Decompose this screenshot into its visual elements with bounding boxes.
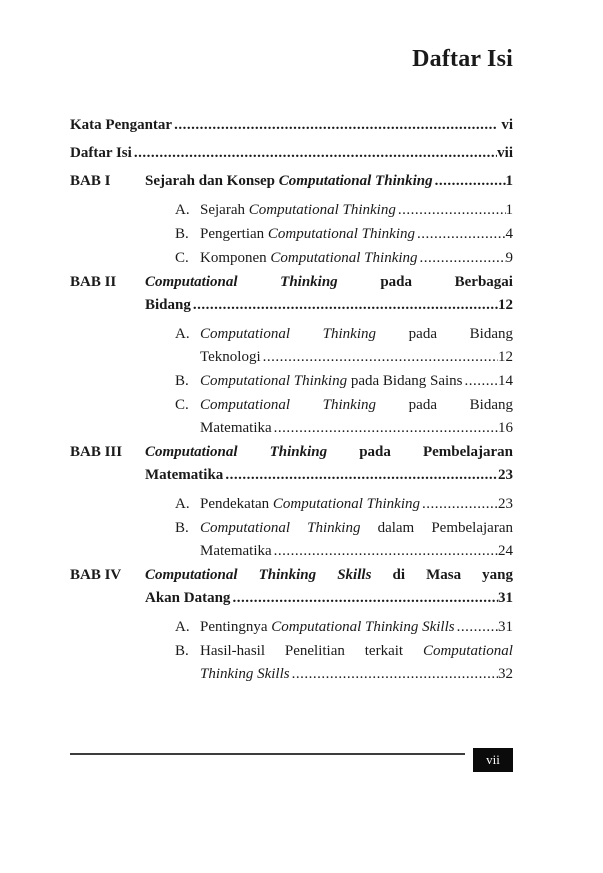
toc-entry-sub	[70, 199, 513, 222]
chapter-title	[145, 271, 513, 317]
text-segment: Matematika	[200, 420, 272, 436]
text-word: yang	[482, 567, 513, 583]
toc-entry-chapter	[70, 441, 513, 563]
toc-entry-text	[200, 346, 261, 369]
text-segment: Sejarah dan Konsep	[145, 173, 279, 189]
dot-leader	[193, 294, 498, 317]
toc-entry-sub	[70, 616, 513, 639]
text-word: Bidang	[469, 326, 513, 342]
text-segment: Teknologi	[200, 349, 261, 365]
text-segment: Computational Thinking	[270, 250, 418, 266]
toc-entry-chapter	[70, 170, 513, 270]
text-word: Thinking	[322, 397, 377, 413]
toc-entry-front	[70, 142, 513, 165]
sub-item-letter: A.	[175, 619, 190, 635]
sub-item-letter: C.	[175, 397, 189, 413]
toc-page-number: 9	[505, 250, 513, 266]
chapter-heading-row	[70, 170, 513, 193]
text-word: Computational	[422, 643, 513, 659]
text-word: Berbagai	[454, 274, 513, 290]
toc-line-justified	[145, 441, 513, 464]
toc-page-number: 32	[498, 666, 513, 682]
toc-line-justified	[145, 271, 513, 294]
text-word: Pembelajaran	[431, 520, 513, 536]
chapter-label: BAB IV	[70, 567, 122, 583]
toc-page-number: 14	[498, 373, 513, 389]
text-word: Skills	[337, 567, 372, 583]
dot-leader	[422, 493, 498, 516]
text-word: Computational	[200, 520, 291, 536]
toc-page-number: 24	[498, 543, 513, 559]
chapter-label: BAB I	[70, 173, 111, 189]
text-segment: Thinking Skills	[200, 666, 290, 682]
text-word: Thinking	[258, 567, 317, 583]
chapter-label: BAB II	[70, 274, 117, 290]
text-segment: Computational Thinking Skills	[271, 619, 455, 635]
toc-page-number: 1	[505, 202, 513, 218]
text-segment: Sejarah	[200, 202, 249, 218]
dot-leader	[174, 114, 496, 137]
text-word: Masa	[426, 567, 462, 583]
toc-line-justified	[200, 394, 513, 417]
toc-line	[200, 247, 513, 270]
sub-item-letter: B.	[175, 226, 189, 242]
chapter-title	[145, 170, 513, 193]
dot-leader	[274, 417, 498, 440]
sub-item-letter: A.	[175, 326, 190, 342]
toc-entry-sub	[70, 394, 513, 440]
sub-item-letter: A.	[175, 496, 190, 512]
chapter-title	[145, 441, 513, 487]
dot-leader	[457, 616, 498, 639]
text-word: pada	[408, 326, 437, 342]
sub-item-text	[200, 247, 513, 270]
toc-line-justified	[200, 640, 513, 663]
chapter-title	[145, 564, 513, 610]
toc-line	[145, 294, 513, 317]
text-segment: Computational Thinking	[248, 202, 396, 218]
text-word: Pembelajaran	[422, 444, 513, 460]
page-number-badge: vii	[473, 748, 513, 772]
page-title: Daftar Isi	[412, 46, 513, 72]
sub-item-text	[200, 394, 513, 440]
chapter-label: BAB III	[70, 444, 123, 460]
toc-entry-text	[200, 223, 415, 246]
text-word: pada	[380, 274, 412, 290]
toc-entry-text	[200, 616, 455, 639]
toc-entry-sub	[70, 247, 513, 270]
text-segment: Computational Thinking	[272, 496, 420, 512]
sub-item-text	[200, 640, 513, 686]
text-word: Penelitian	[284, 643, 345, 659]
toc-entry-chapter	[70, 564, 513, 686]
dot-leader	[225, 464, 498, 487]
text-segment: Komponen	[200, 250, 271, 266]
dot-leader	[134, 142, 497, 165]
text-word: Hasil-hasil	[200, 643, 265, 659]
text-word: Computational	[200, 397, 291, 413]
toc-line-justified	[200, 323, 513, 346]
sub-item-letter: B.	[175, 373, 189, 389]
toc-entry-sub	[70, 323, 513, 369]
toc-line	[145, 464, 513, 487]
toc-line	[145, 587, 513, 610]
toc-entry-text	[145, 464, 223, 487]
toc-page-number: 16	[498, 420, 513, 436]
toc-line	[200, 346, 513, 369]
toc-line	[145, 170, 513, 193]
toc-page-number: 1	[505, 173, 513, 189]
dot-leader	[274, 540, 498, 563]
toc-entry-text	[145, 587, 230, 610]
toc-entry-text	[200, 417, 272, 440]
text-word: di	[392, 567, 405, 583]
toc-entry-sub	[70, 493, 513, 516]
text-segment: Pengertian	[200, 226, 268, 242]
toc-entry-front	[70, 114, 513, 137]
toc-entry-text	[200, 247, 418, 270]
dot-leader	[292, 663, 498, 686]
text-word: Thinking	[307, 520, 361, 536]
sub-item-text	[200, 199, 513, 222]
toc-entry-text	[145, 294, 191, 317]
text-segment: pada Bidang Sains	[347, 373, 463, 389]
text-segment: Pendekatan	[200, 496, 273, 512]
sub-item-text	[200, 223, 513, 246]
dot-leader	[465, 370, 499, 393]
text-word: Thinking	[269, 444, 328, 460]
chapter-heading-row	[70, 271, 513, 317]
toc-entry-text	[200, 663, 290, 686]
toc-entry-text	[200, 493, 420, 516]
text-segment: Computational Thinking	[267, 226, 415, 242]
toc-line	[200, 616, 513, 639]
toc-line	[70, 142, 513, 165]
toc-line	[200, 223, 513, 246]
toc-entry-chapter	[70, 271, 513, 440]
text-word: terkait	[364, 643, 404, 659]
sub-item-text	[200, 493, 513, 516]
toc-page-number: 23	[498, 467, 513, 483]
toc-page-number: 12	[498, 297, 513, 313]
text-word: pada	[359, 444, 391, 460]
text-segment: Akan Datang	[145, 590, 231, 606]
text-word: Computational	[145, 444, 238, 460]
toc-entry-text	[200, 199, 396, 222]
toc-line	[200, 199, 513, 222]
text-segment: Kata Pengantar	[70, 117, 173, 133]
text-segment: Bidang	[145, 297, 191, 313]
text-segment: Computational Thinking	[278, 173, 433, 189]
text-word: Thinking	[322, 326, 377, 342]
toc-line	[200, 493, 513, 516]
toc-page-number: vi	[501, 117, 513, 133]
text-segment: Matematika	[145, 467, 224, 483]
toc-line-justified	[200, 517, 513, 540]
chapter-heading-row	[70, 564, 513, 610]
text-segment: Computational Thinking	[200, 373, 348, 389]
page-footer	[70, 748, 513, 772]
dot-leader	[435, 170, 506, 193]
text-word: Computational	[145, 274, 238, 290]
text-segment: Pentingnya	[200, 619, 272, 635]
text-segment: Matematika	[200, 543, 272, 559]
footer-rule	[70, 753, 465, 755]
sub-item-letter: B.	[175, 643, 189, 659]
sub-item-text	[200, 517, 513, 563]
toc-entry-sub	[70, 370, 513, 393]
toc-entry-text	[145, 170, 433, 193]
text-word: Bidang	[469, 397, 513, 413]
toc-page-number: 23	[498, 496, 513, 512]
toc-entry-text	[70, 114, 172, 137]
sub-item-letter: A.	[175, 202, 190, 218]
toc-page-number: 31	[498, 619, 513, 635]
dot-leader	[417, 223, 506, 246]
toc-line-justified	[145, 564, 513, 587]
toc-entry-sub	[70, 517, 513, 563]
toc-line	[200, 370, 513, 393]
toc-line	[200, 663, 513, 686]
toc-entry-text	[200, 540, 272, 563]
toc-line	[200, 540, 513, 563]
text-word: dalam	[377, 520, 415, 536]
text-word: Computational	[200, 326, 291, 342]
toc-entry-sub	[70, 223, 513, 246]
sub-item-text	[200, 370, 513, 393]
chapter-heading-row	[70, 441, 513, 487]
text-segment: Daftar Isi	[70, 145, 132, 161]
sub-item-letter: C.	[175, 250, 189, 266]
text-word: Computational	[145, 567, 238, 583]
sub-item-text	[200, 616, 513, 639]
text-word: Thinking	[280, 274, 338, 290]
dot-leader	[232, 587, 498, 610]
toc-page-number: vii	[497, 145, 513, 161]
toc-entry-text	[70, 142, 132, 165]
sub-item-letter: B.	[175, 520, 189, 536]
dot-leader	[263, 346, 498, 369]
text-word: pada	[408, 397, 437, 413]
sub-item-text	[200, 323, 513, 369]
toc-list	[70, 114, 513, 686]
toc-page-number: 4	[505, 226, 513, 242]
dot-leader	[398, 199, 506, 222]
toc-page-number: 31	[498, 590, 513, 606]
toc-line	[200, 417, 513, 440]
toc-page-number: 12	[498, 349, 513, 365]
toc-entry-sub	[70, 640, 513, 686]
toc-line	[70, 114, 513, 137]
dot-leader	[420, 247, 506, 270]
toc-entry-text	[200, 370, 463, 393]
